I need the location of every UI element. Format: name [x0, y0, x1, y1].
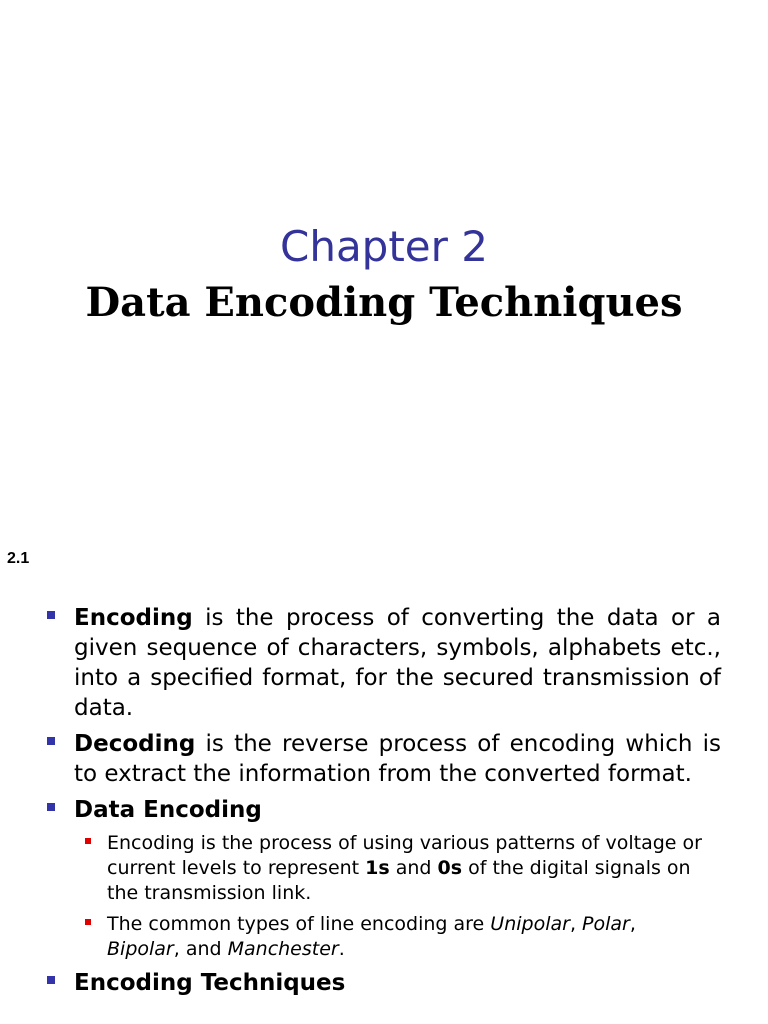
type-bipolar: Bipolar	[107, 938, 174, 960]
sub2-text: The common types of line encoding are	[107, 913, 491, 935]
bullet-decoding	[74, 729, 721, 789]
sub1-text-1: Encoding is the process of using various patterns of voltage or current levels to represent	[107, 832, 702, 879]
sub2-sep-2: ,	[629, 913, 636, 935]
encoding-description: is the process of converting the data or a given sequence of characters, symbols, alphabets etc., into a specified format, for the secured transmission of data.	[74, 605, 721, 721]
sub-bullet-line-encoding-types	[107, 912, 707, 962]
sub2-sep-1: ,	[569, 913, 583, 935]
slide-title: Data Encoding Techniques	[85, 279, 683, 326]
bullet-encoding-techniques	[74, 968, 721, 998]
sub1-ones: 1s	[365, 857, 390, 879]
bullet-encoding	[74, 603, 721, 723]
sub1-zeros: 0s	[437, 857, 463, 879]
chapter-label: Chapter 2	[280, 222, 488, 271]
sub1-text-3: of the digital signals on the transmission link.	[107, 857, 691, 904]
bullet-list	[0, 603, 768, 1004]
term-decoding: Decoding	[74, 731, 196, 757]
heading-encoding-techniques: Encoding Techniques	[74, 970, 346, 996]
term-encoding: Encoding	[74, 605, 193, 631]
sub1-text-2: and	[389, 857, 438, 879]
bullet-data-encoding	[74, 795, 721, 825]
decoding-description: is the reverse process of encoding which is to extract the information from the converted format.	[74, 731, 721, 787]
type-polar: Polar	[582, 913, 630, 935]
slide-number: 2.1	[7, 550, 30, 567]
sub2-end: .	[338, 938, 345, 960]
sub2-sep-3: , and	[173, 938, 228, 960]
type-unipolar: Unipolar	[490, 913, 570, 935]
heading-data-encoding: Data Encoding	[74, 797, 262, 823]
type-manchester: Manchester	[227, 938, 339, 960]
sub-bullet-patterns	[107, 831, 707, 906]
